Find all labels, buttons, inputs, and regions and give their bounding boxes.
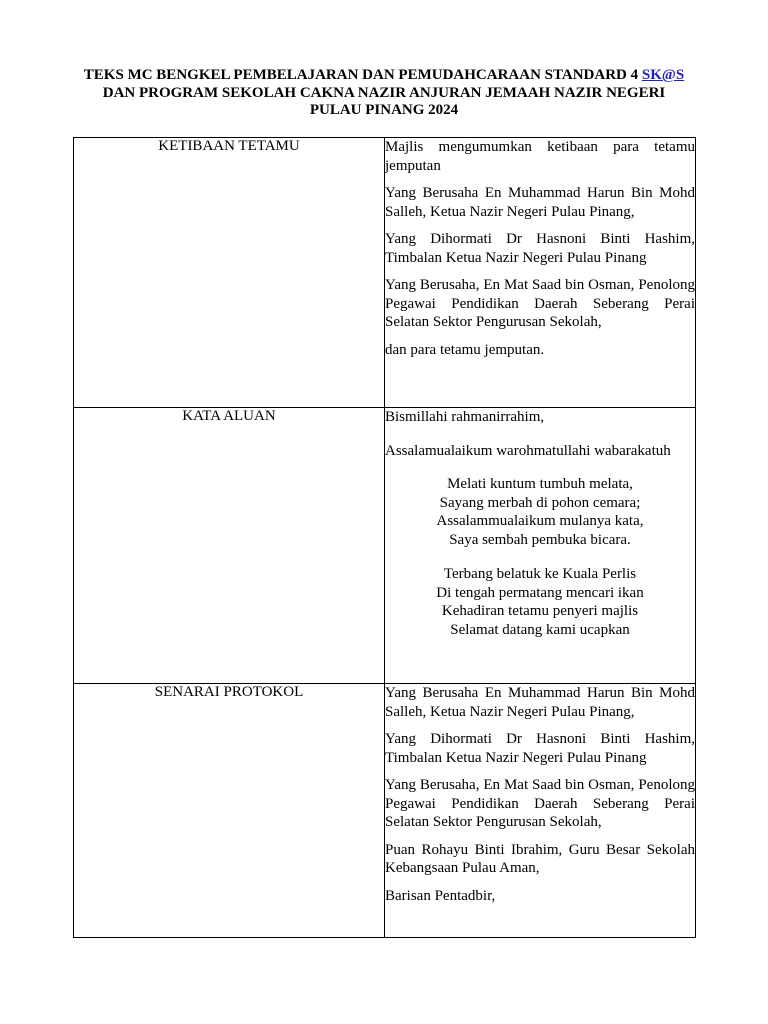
paragraph: Majlis mengumumkan ketibaan para tetamu jemputan xyxy=(385,139,695,174)
verse-line: Kehadiran tetamu penyeri majlis xyxy=(441,603,639,619)
row-content-ketibaan xyxy=(385,138,696,408)
paragraph: Yang Berusaha En Muhammad Harun Bin Mohd Salleh, Ketua Nazir Negeri Pulau Pinang, xyxy=(385,185,695,220)
pantun-stanza-1 xyxy=(385,475,695,549)
verse-line: Assalammualaikum mulanya kata, xyxy=(436,513,644,529)
verse-line: Melati kuntum tumbuh melata, xyxy=(447,476,633,492)
salam-line: Assalamualaikum warohmatullahi wabarakatuh xyxy=(385,442,671,459)
pantun-stanza-2 xyxy=(385,565,695,639)
title-line-1: TEKS MC BENGKEL PEMBELAJARAN DAN PEMUDAHCARAAN STANDARD 4 SK@S xyxy=(83,67,685,83)
protocol-table xyxy=(73,137,696,938)
table-row-kata-aluan xyxy=(74,408,696,684)
document-title xyxy=(60,67,708,120)
paragraph: Puan Rohayu Binti Ibrahim, Guru Besar Sekolah Kebangsaan Pulau Aman, xyxy=(385,841,695,876)
verse-line: Sayang merbah di pohon cemara; xyxy=(439,494,641,511)
verse-line: Selamat datang kami ucapkan xyxy=(450,621,630,638)
row-content-kata-aluan xyxy=(385,408,696,684)
row-content-senarai-protokol xyxy=(385,684,696,938)
row-label-kata-aluan: KATA ALUAN xyxy=(74,408,385,684)
verse-line: Di tengah permatang mencari ikan xyxy=(436,584,644,601)
paragraph: Barisan Pentadbir, xyxy=(385,887,496,904)
paragraph: dan para tetamu jemputan. xyxy=(385,341,545,358)
title-line-2: DAN PROGRAM SEKOLAH CAKNA NAZIR ANJURAN JEMAAH NAZIR NEGERI xyxy=(102,84,666,101)
title-link-skas[interactable]: SK@S xyxy=(641,67,685,83)
paragraph: Yang Berusaha, En Mat Saad bin Osman, Penolong Pegawai Pendidikan Daerah Seberang Perai Selatan Sektor Pengurusan Sekolah, xyxy=(385,777,695,830)
verse-line: Saya sembah pembuka bicara. xyxy=(449,531,631,548)
paragraph: Yang Berusaha, En Mat Saad bin Osman, Penolong Pegawai Pendidikan Daerah Seberang Perai Selatan Sektor Pengurusan Sekolah, xyxy=(385,277,695,330)
verse-line: Terbang belatuk ke Kuala Perlis xyxy=(443,566,637,582)
table-row-senarai-protokol xyxy=(74,684,696,938)
title-line-3: PULAU PINANG 2024 xyxy=(309,102,459,118)
paragraph: Yang Berusaha En Muhammad Harun Bin Mohd Salleh, Ketua Nazir Negeri Pulau Pinang, xyxy=(385,685,695,720)
row-label-ketibaan: KETIBAAN TETAMU xyxy=(74,138,385,408)
paragraph: Yang Dihormati Dr Hasnoni Binti Hashim, Timbalan Ketua Nazir Negeri Pulau Pinang xyxy=(385,231,695,266)
paragraph: Yang Dihormati Dr Hasnoni Binti Hashim, Timbalan Ketua Nazir Negeri Pulau Pinang xyxy=(385,731,695,766)
row-label-senarai-protokol: SENARAI PROTOKOL xyxy=(74,684,385,938)
table-row-ketibaan xyxy=(74,138,696,408)
opening-line: Bismillahi rahmanirrahim, xyxy=(385,409,545,425)
